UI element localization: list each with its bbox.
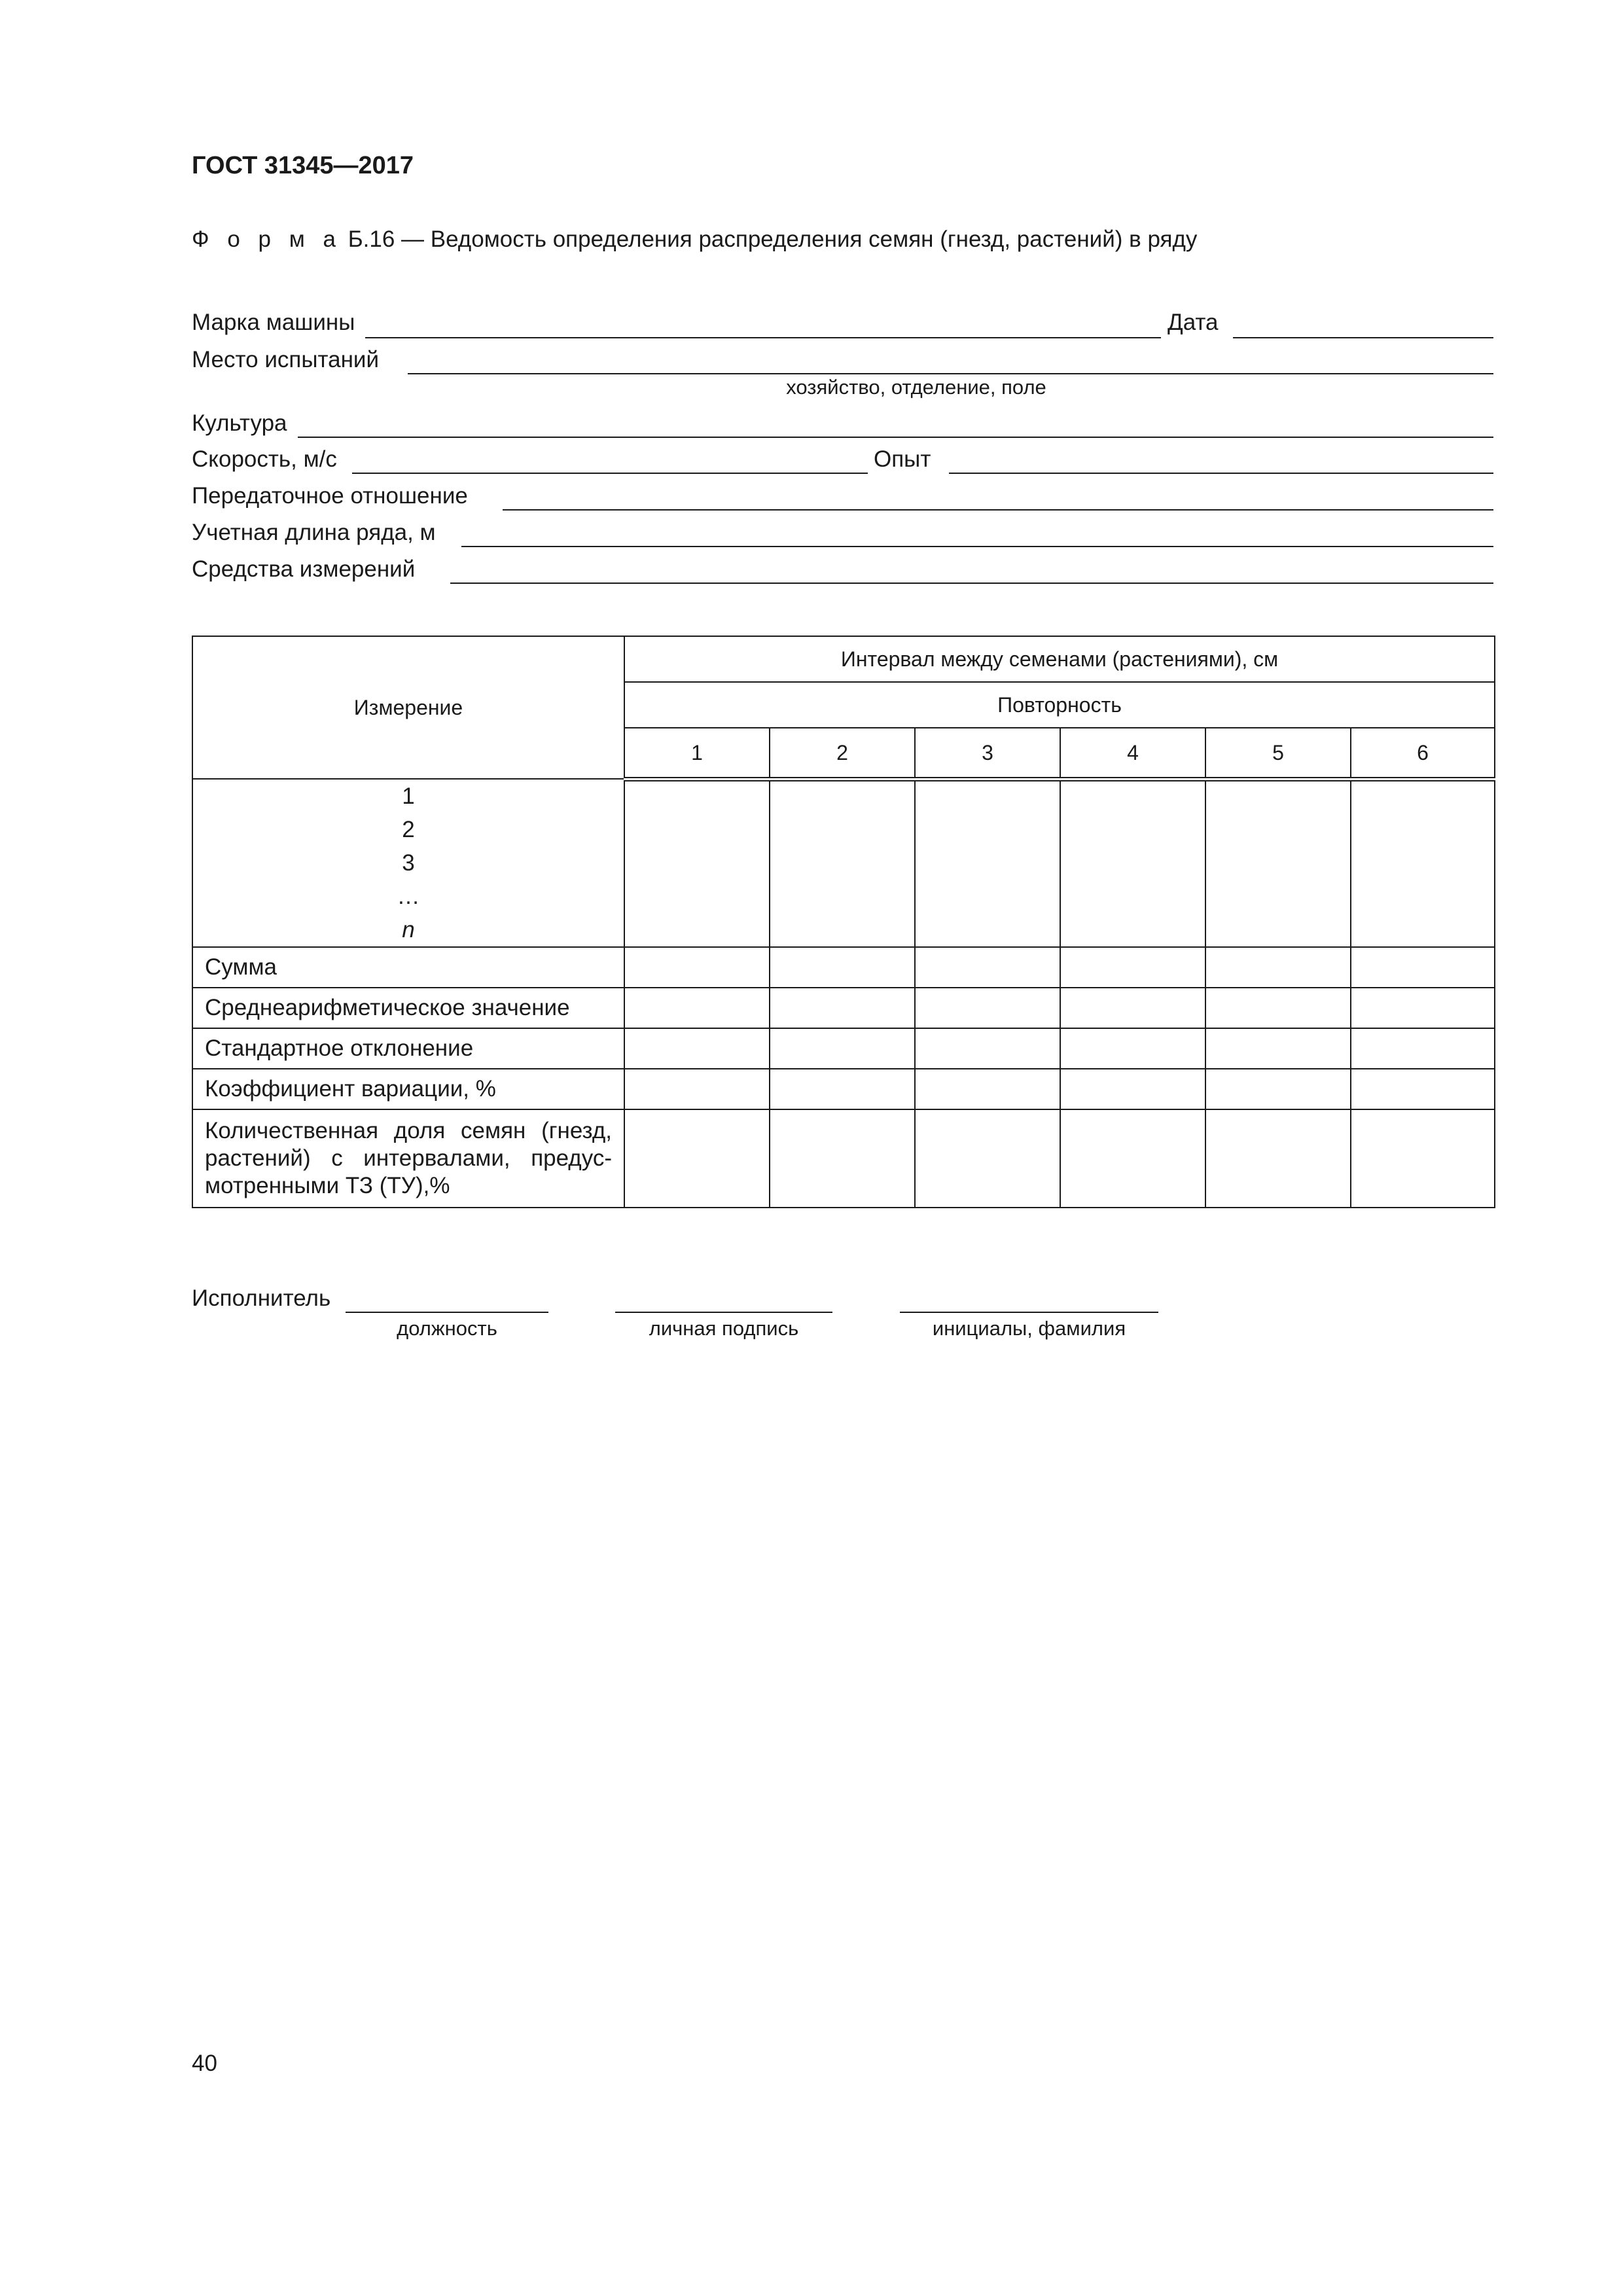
test-site-label: Место испытаний [192, 347, 380, 372]
table-cell[interactable] [770, 779, 915, 947]
executor-label: Исполнитель [192, 1285, 331, 1311]
signature-caption: личная подпись [649, 1317, 799, 1340]
table-cell[interactable] [624, 1109, 770, 1208]
table-cell[interactable] [1351, 779, 1495, 947]
position-line[interactable] [346, 1312, 548, 1313]
table-cell[interactable] [915, 947, 1060, 988]
crop-line[interactable] [298, 437, 1493, 438]
table-row [192, 779, 1495, 947]
table-cell[interactable] [624, 947, 770, 988]
table-cell[interactable] [915, 1069, 1060, 1109]
speed-label: Скорость, м/с [192, 446, 337, 472]
table-cell[interactable] [624, 779, 770, 947]
table-cell[interactable] [624, 1069, 770, 1109]
table-cell[interactable] [1060, 1109, 1205, 1208]
machine-brand-line[interactable] [365, 337, 1161, 338]
table-cell[interactable] [1205, 779, 1351, 947]
replication-6: 6 [1351, 728, 1495, 779]
measurement-1: 1 [402, 783, 415, 809]
table-cell[interactable] [1060, 988, 1205, 1028]
date-label: Дата [1168, 310, 1219, 335]
table-cell[interactable] [1205, 1028, 1351, 1069]
table-cell[interactable] [770, 988, 915, 1028]
row-label-sum: Сумма [192, 947, 624, 988]
replication-2: 2 [770, 728, 915, 779]
name-line[interactable] [900, 1312, 1158, 1313]
table-cell[interactable] [1060, 947, 1205, 988]
table-cell[interactable] [1351, 1109, 1495, 1208]
table-cell[interactable] [770, 1109, 915, 1208]
distribution-table [192, 636, 1495, 1208]
test-site-caption: хозяйство, отделение, поле [786, 376, 1046, 399]
table-row [192, 947, 1495, 988]
table-row [192, 1028, 1495, 1069]
form-label: Ф о р м а [192, 226, 342, 252]
table-row [192, 988, 1495, 1028]
replication-4: 4 [1060, 728, 1205, 779]
date-line[interactable] [1233, 337, 1493, 338]
table-cell[interactable] [915, 1028, 1060, 1069]
row-label-std-dev: Стандартное отклонение [192, 1028, 624, 1069]
table-cell[interactable] [1205, 1069, 1351, 1109]
measurement-ellipsis: … [397, 884, 420, 909]
table-cell[interactable] [770, 1069, 915, 1109]
table-cell[interactable] [1060, 1028, 1205, 1069]
row-label-cv: Коэффициент вариации, % [192, 1069, 624, 1109]
measurement-2: 2 [402, 817, 415, 842]
page-number: 40 [192, 2051, 217, 2076]
gear-ratio-label: Передаточное отношение [192, 483, 468, 509]
table-cell[interactable] [624, 1028, 770, 1069]
position-caption: должность [397, 1317, 497, 1340]
table-cell[interactable] [1205, 947, 1351, 988]
table-cell[interactable] [1060, 779, 1205, 947]
table-row [192, 1109, 1495, 1208]
replication-5: 5 [1205, 728, 1351, 779]
measurement-header: Измерение [192, 636, 624, 779]
row-length-label: Учетная длина ряда, м [192, 520, 436, 545]
table-cell[interactable] [770, 947, 915, 988]
instruments-line[interactable] [450, 583, 1493, 584]
table-cell[interactable] [1351, 988, 1495, 1028]
table-cell[interactable] [1351, 947, 1495, 988]
speed-line[interactable] [352, 473, 868, 474]
table-cell[interactable] [915, 1109, 1060, 1208]
table-cell[interactable] [770, 1028, 915, 1069]
table-cell[interactable] [915, 779, 1060, 947]
gear-ratio-line[interactable] [503, 509, 1493, 511]
machine-brand-label: Марка машины [192, 310, 355, 335]
table-cell[interactable] [1060, 1069, 1205, 1109]
table-cell[interactable] [1351, 1028, 1495, 1069]
standard-code: ГОСТ 31345—2017 [192, 152, 414, 179]
instruments-label: Средства измерений [192, 556, 416, 582]
table-cell[interactable] [624, 988, 770, 1028]
crop-label: Культура [192, 410, 287, 436]
name-caption: инициалы, фамилия [932, 1317, 1126, 1340]
table-cell[interactable] [915, 988, 1060, 1028]
replication-3: 3 [915, 728, 1060, 779]
form-title [192, 224, 1197, 255]
row-label-mean: Среднеарифметическое значение [192, 988, 624, 1028]
row-length-line[interactable] [461, 546, 1493, 547]
table-row [192, 1069, 1495, 1109]
interval-header: Интервал между семенами (растениями), см [624, 636, 1495, 682]
replication-1: 1 [624, 728, 770, 779]
measurement-n: n [402, 917, 415, 942]
table-cell[interactable] [1205, 988, 1351, 1028]
table-cell[interactable] [1351, 1069, 1495, 1109]
table-cell[interactable] [1205, 1109, 1351, 1208]
signature-line[interactable] [615, 1312, 832, 1313]
measurement-numbers [192, 779, 624, 947]
experiment-label: Опыт [874, 446, 931, 472]
measurement-3: 3 [402, 850, 415, 876]
form-title-text: Б.16 — Ведомость определения распределения семян (гнезд, растений) в ряду [341, 226, 1198, 252]
replication-header: Повторность [624, 682, 1495, 728]
experiment-line[interactable] [949, 473, 1493, 474]
row-label-share: Количественная доля семян (гнезд, растений) с интервалами, предусмотренными ТЗ (ТУ),% [192, 1109, 624, 1208]
